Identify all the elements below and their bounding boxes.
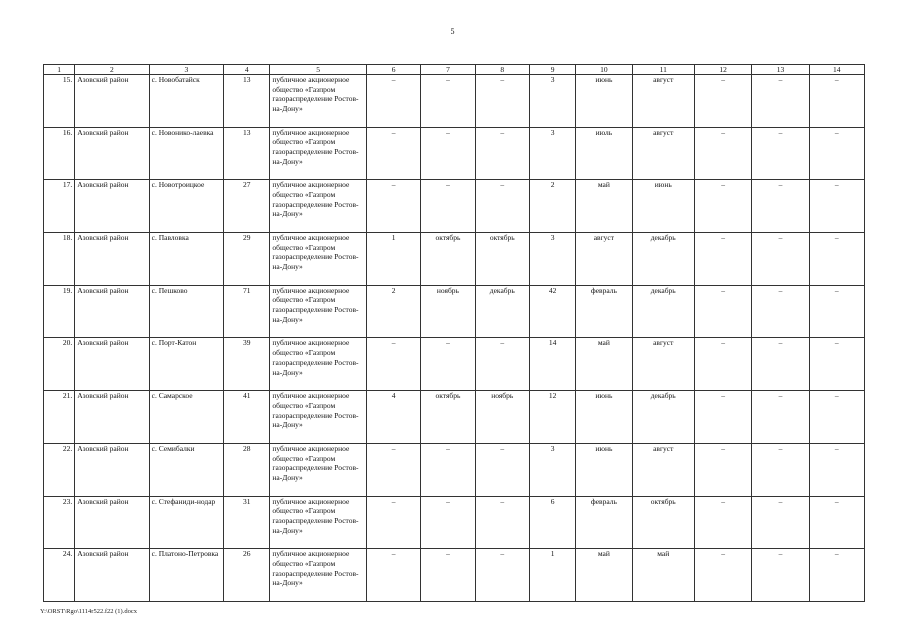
cell-col-7: – [421,496,475,549]
cell-col-14: – [809,443,864,496]
cell-settlement: с. Платоно-Петровка [149,549,223,602]
column-header-5: 5 [270,65,367,75]
cell-col-6: – [366,75,420,128]
cell-col-10: июнь [576,391,632,444]
cell-district: Азовский район [75,549,149,602]
cell-col-13: – [752,549,809,602]
cell-col-10: май [576,180,632,233]
column-header-4: 4 [224,65,270,75]
cell-count: 39 [224,338,270,391]
cell-col-12: – [694,285,751,338]
cell-col-6: 1 [366,233,420,286]
cell-col-8: – [475,127,529,180]
column-header-6: 6 [366,65,420,75]
table-header [44,65,865,75]
table-row [44,285,865,338]
cell-col-11: октябрь [632,496,694,549]
cell-col-13: – [752,338,809,391]
cell-row-number: 19. [44,285,75,338]
cell-col-10: июнь [576,443,632,496]
cell-col-12: – [694,233,751,286]
column-header-14: 14 [809,65,864,75]
cell-col-9: 3 [529,233,575,286]
cell-col-6: – [366,180,420,233]
cell-settlement: с. Стефаниди-нодар [149,496,223,549]
cell-organization: публичное акционерное общество «Газпром газораспределение Ростов-на-Дону» [270,233,367,286]
header-row [44,65,865,75]
table-row [44,496,865,549]
cell-col-9: 1 [529,549,575,602]
cell-col-6: – [366,549,420,602]
cell-col-7: – [421,443,475,496]
cell-col-12: – [694,338,751,391]
cell-col-12: – [694,443,751,496]
cell-col-7: октябрь [421,233,475,286]
cell-col-8: – [475,75,529,128]
table-row [44,233,865,286]
cell-col-11: август [632,338,694,391]
cell-organization: публичное акционерное общество «Газпром газораспределение Ростов-на-Дону» [270,75,367,128]
cell-col-10: май [576,338,632,391]
cell-district: Азовский район [75,338,149,391]
cell-col-7: – [421,549,475,602]
cell-organization: публичное акционерное общество «Газпром газораспределение Ростов-на-Дону» [270,338,367,391]
cell-col-14: – [809,75,864,128]
table-row [44,338,865,391]
cell-col-7: ноябрь [421,285,475,338]
cell-settlement: с. Новонико-лаевка [149,127,223,180]
cell-col-13: – [752,496,809,549]
cell-col-8: – [475,180,529,233]
cell-col-13: – [752,75,809,128]
cell-district: Азовский район [75,180,149,233]
cell-col-11: декабрь [632,233,694,286]
file-path: Y:\ORST\Rgo\1114r522.f22 (1).docx [40,608,137,615]
cell-count: 27 [224,180,270,233]
cell-settlement: с. Самарское [149,391,223,444]
table-row [44,443,865,496]
cell-col-6: 2 [366,285,420,338]
table-row [44,127,865,180]
cell-col-8: – [475,443,529,496]
cell-col-13: – [752,180,809,233]
cell-col-9: 3 [529,127,575,180]
cell-district: Азовский район [75,127,149,180]
table-row [44,180,865,233]
cell-col-11: июнь [632,180,694,233]
column-header-7: 7 [421,65,475,75]
cell-row-number: 15. [44,75,75,128]
cell-col-6: – [366,338,420,391]
cell-col-9: 3 [529,443,575,496]
cell-col-13: – [752,285,809,338]
cell-col-13: – [752,391,809,444]
cell-count: 13 [224,127,270,180]
cell-col-7: – [421,75,475,128]
table-row [44,75,865,128]
cell-count: 29 [224,233,270,286]
cell-col-11: август [632,127,694,180]
cell-count: 31 [224,496,270,549]
cell-col-13: – [752,127,809,180]
cell-col-9: 2 [529,180,575,233]
cell-col-7: октябрь [421,391,475,444]
cell-district: Азовский район [75,391,149,444]
cell-organization: публичное акционерное общество «Газпром газораспределение Ростов-на-Дону» [270,127,367,180]
cell-col-10: август [576,233,632,286]
cell-col-13: – [752,233,809,286]
cell-settlement: с. Новобатайск [149,75,223,128]
cell-col-11: декабрь [632,285,694,338]
cell-district: Азовский район [75,233,149,286]
cell-organization: публичное акционерное общество «Газпром газораспределение Ростов-на-Дону» [270,443,367,496]
data-table [43,64,865,602]
table-row [44,549,865,602]
cell-col-10: июль [576,127,632,180]
cell-col-6: – [366,443,420,496]
cell-col-8: – [475,338,529,391]
cell-col-7: – [421,180,475,233]
cell-col-12: – [694,127,751,180]
cell-count: 71 [224,285,270,338]
cell-col-6: – [366,496,420,549]
column-header-9: 9 [529,65,575,75]
cell-col-10: июнь [576,75,632,128]
cell-row-number: 21. [44,391,75,444]
cell-col-11: август [632,75,694,128]
cell-district: Азовский район [75,285,149,338]
cell-col-10: февраль [576,496,632,549]
cell-row-number: 16. [44,127,75,180]
table-row [44,391,865,444]
cell-col-9: 14 [529,338,575,391]
cell-district: Азовский район [75,75,149,128]
table-body [44,75,865,602]
cell-row-number: 20. [44,338,75,391]
cell-organization: публичное акционерное общество «Газпром газораспределение Ростов-на-Дону» [270,391,367,444]
cell-col-8: декабрь [475,285,529,338]
cell-row-number: 23. [44,496,75,549]
cell-col-14: – [809,391,864,444]
cell-col-14: – [809,338,864,391]
cell-col-10: февраль [576,285,632,338]
cell-count: 28 [224,443,270,496]
cell-col-9: 12 [529,391,575,444]
column-header-13: 13 [752,65,809,75]
cell-col-10: май [576,549,632,602]
cell-organization: публичное акционерное общество «Газпром газораспределение Ростов-на-Дону» [270,180,367,233]
cell-col-12: – [694,391,751,444]
cell-col-14: – [809,285,864,338]
column-header-12: 12 [694,65,751,75]
column-header-2: 2 [75,65,149,75]
cell-col-12: – [694,496,751,549]
cell-count: 13 [224,75,270,128]
cell-col-6: 4 [366,391,420,444]
cell-col-9: 42 [529,285,575,338]
cell-col-14: – [809,496,864,549]
cell-organization: публичное акционерное общество «Газпром газораспределение Ростов-на-Дону» [270,549,367,602]
column-header-11: 11 [632,65,694,75]
cell-col-9: 6 [529,496,575,549]
cell-col-8: октябрь [475,233,529,286]
cell-col-9: 3 [529,75,575,128]
cell-col-12: – [694,180,751,233]
cell-settlement: с. Пешково [149,285,223,338]
cell-col-12: – [694,549,751,602]
cell-col-7: – [421,338,475,391]
cell-col-14: – [809,180,864,233]
cell-col-14: – [809,549,864,602]
cell-col-11: май [632,549,694,602]
cell-col-8: ноябрь [475,391,529,444]
cell-district: Азовский район [75,443,149,496]
cell-col-7: – [421,127,475,180]
cell-col-14: – [809,127,864,180]
cell-settlement: с. Новотроицкое [149,180,223,233]
column-header-1: 1 [44,65,75,75]
cell-settlement: с. Порт-Катон [149,338,223,391]
cell-district: Азовский район [75,496,149,549]
cell-col-12: – [694,75,751,128]
cell-row-number: 17. [44,180,75,233]
column-header-10: 10 [576,65,632,75]
cell-row-number: 22. [44,443,75,496]
cell-count: 26 [224,549,270,602]
cell-row-number: 18. [44,233,75,286]
cell-col-11: август [632,443,694,496]
cell-col-6: – [366,127,420,180]
cell-col-14: – [809,233,864,286]
cell-col-11: декабрь [632,391,694,444]
page-number: 5 [450,27,455,36]
cell-row-number: 24. [44,549,75,602]
cell-settlement: с. Павловка [149,233,223,286]
cell-col-13: – [752,443,809,496]
column-header-8: 8 [475,65,529,75]
cell-col-8: – [475,549,529,602]
cell-settlement: с. Семибалки [149,443,223,496]
cell-organization: публичное акционерное общество «Газпром газораспределение Ростов-на-Дону» [270,285,367,338]
cell-organization: публичное акционерное общество «Газпром газораспределение Ростов-на-Дону» [270,496,367,549]
cell-count: 41 [224,391,270,444]
cell-col-8: – [475,496,529,549]
column-header-3: 3 [149,65,223,75]
